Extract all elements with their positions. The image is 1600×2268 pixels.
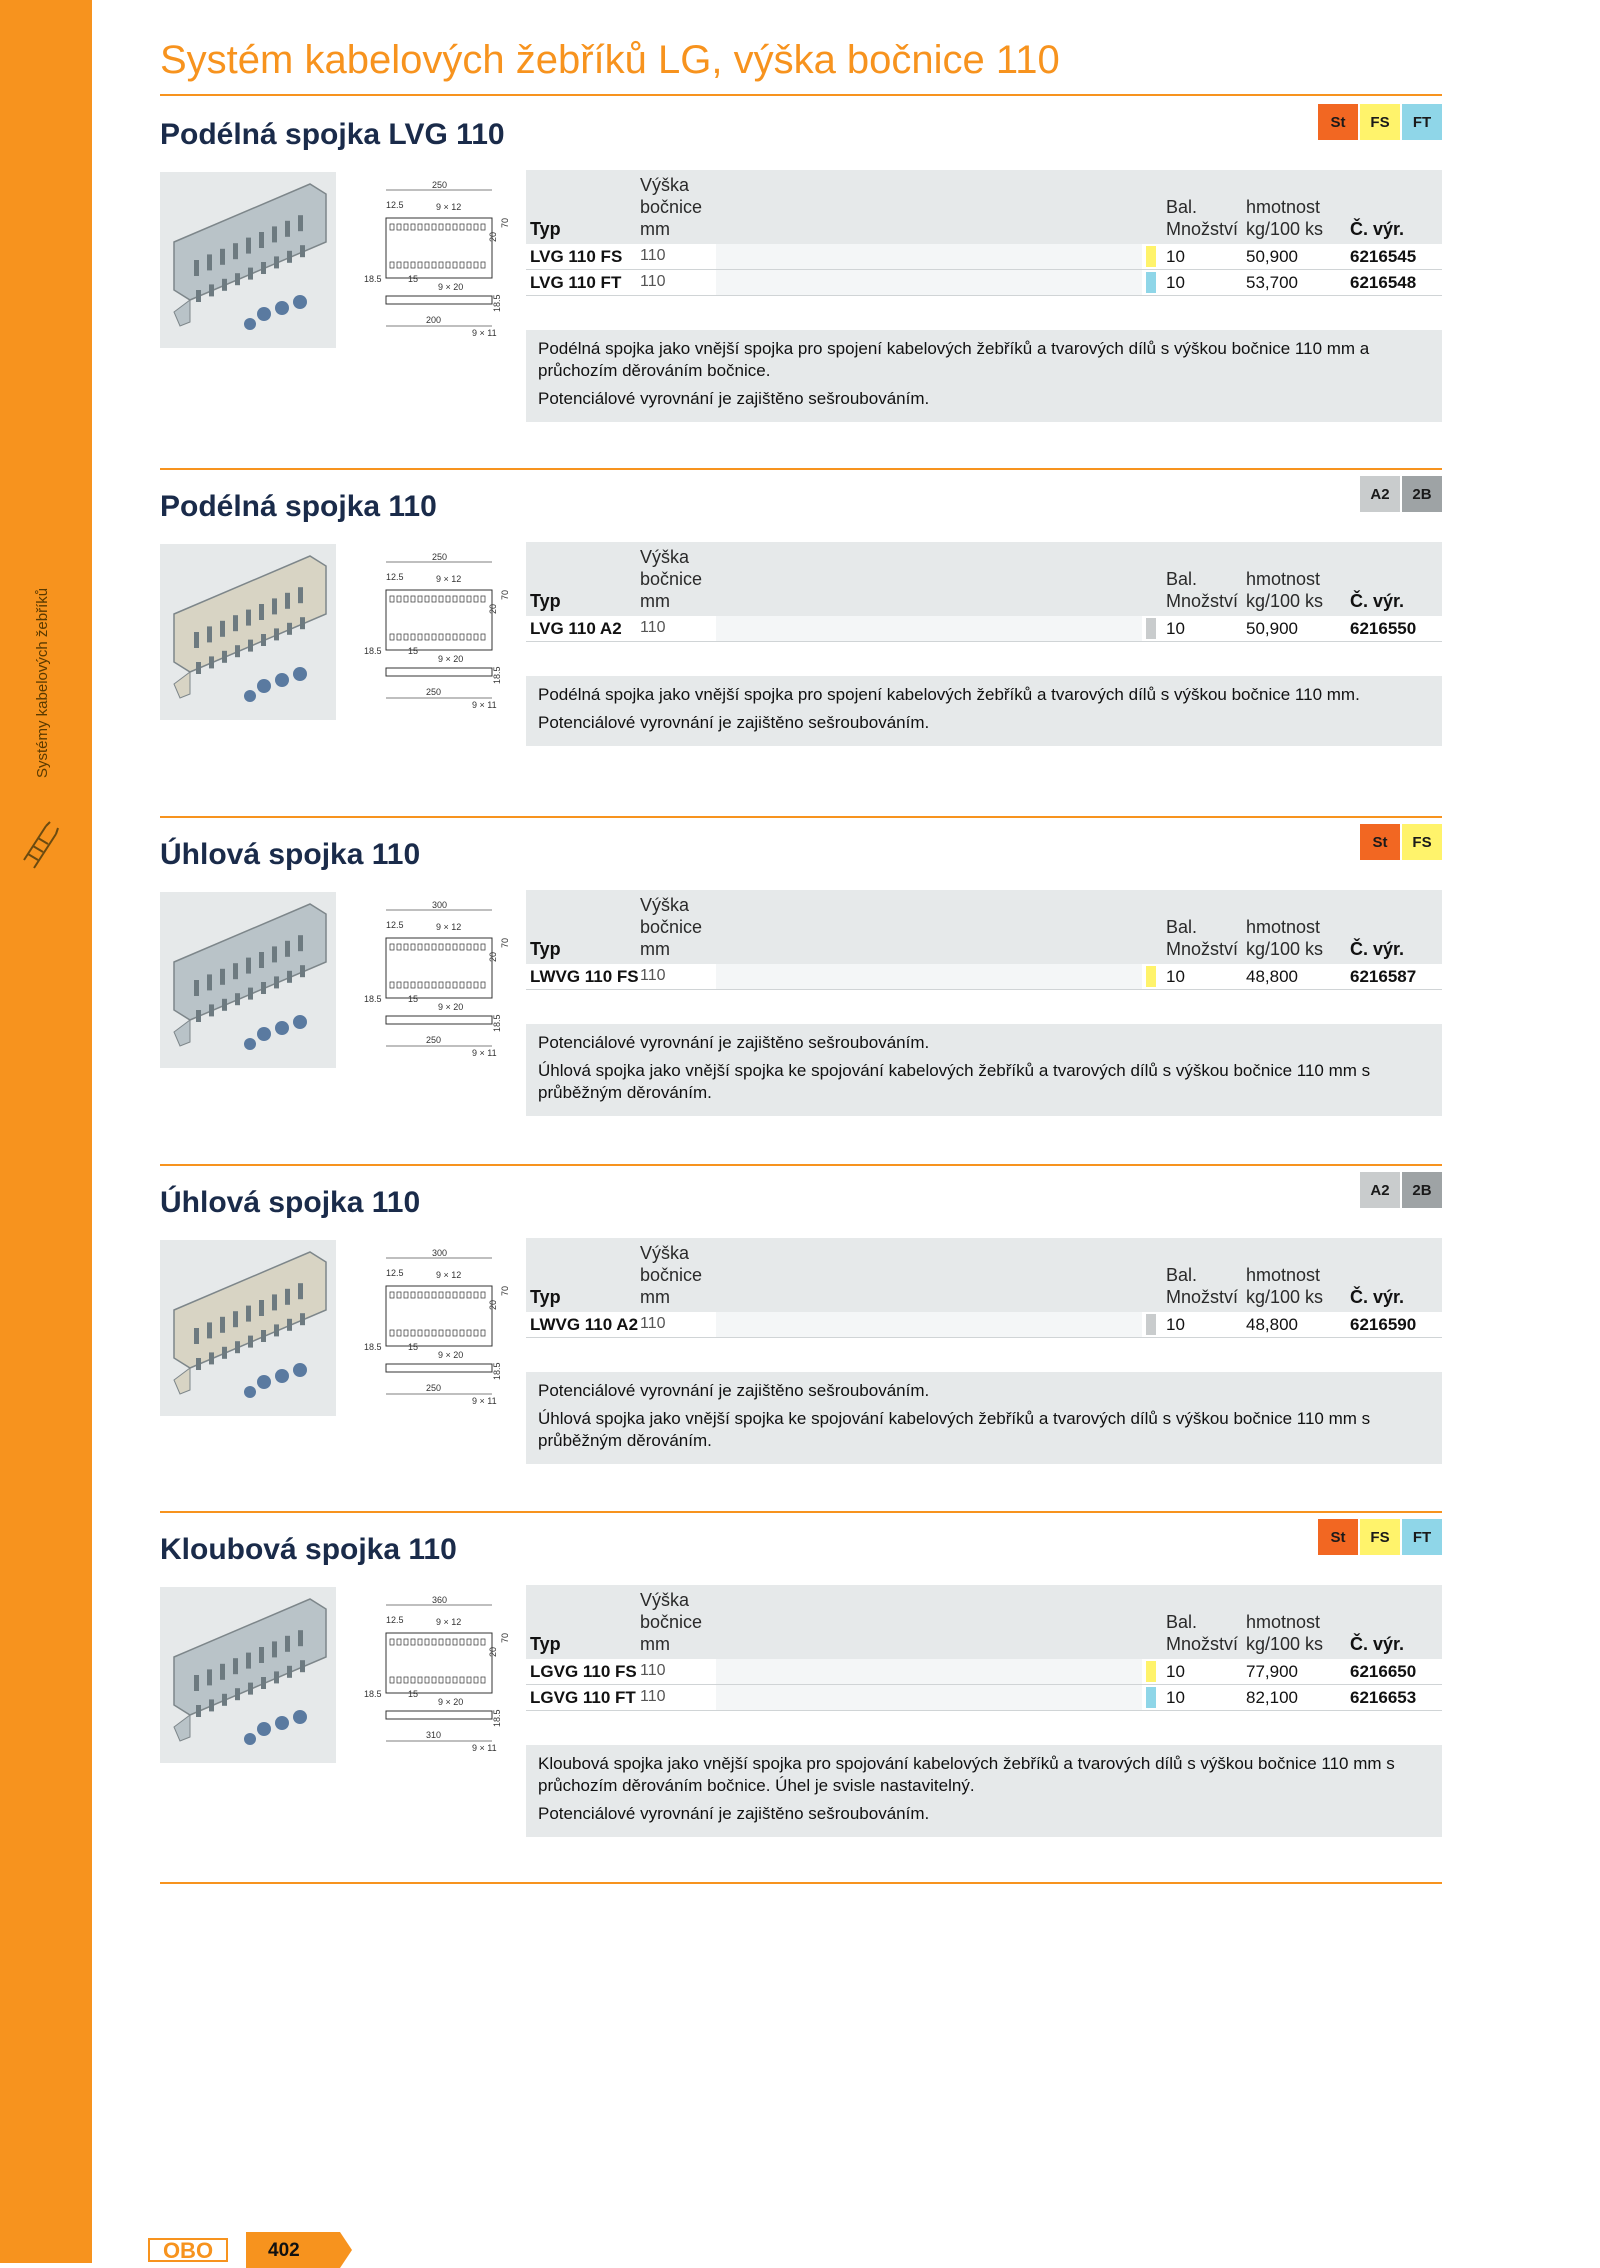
svg-text:15: 15: [408, 1689, 419, 1699]
table-header: [526, 542, 1442, 616]
svg-text:310: 310: [426, 1730, 442, 1740]
row-qty: 10: [1166, 247, 1185, 266]
svg-text:300: 300: [432, 900, 448, 910]
finish-swatch: [1146, 1687, 1156, 1708]
row-weight: 50,900: [1246, 247, 1298, 266]
svg-text:12.5: 12.5: [386, 200, 404, 210]
page-number: 402: [268, 2240, 300, 2261]
header-typ: Typ: [530, 219, 561, 239]
svg-text:18.5: 18.5: [364, 1342, 382, 1352]
header-height-2: bočnice: [640, 197, 703, 217]
svg-text:300: 300: [432, 1248, 448, 1258]
row-article: 6216550: [1350, 619, 1417, 638]
row-article: 6216548: [1350, 273, 1417, 292]
section-divider: [160, 1511, 1442, 1513]
row-height: 110: [640, 247, 666, 264]
header-pack-2: Množství: [1166, 1287, 1239, 1307]
header-article: Č. výr.: [1350, 1287, 1405, 1307]
product-image: [160, 1240, 336, 1416]
finish-badge-st: St: [1318, 1519, 1358, 1555]
row-typ: LVG 110 FT: [530, 273, 622, 292]
product-image: [160, 544, 336, 720]
description-paragraph: Potenciálové vyrovnání je zajištěno sešroubováním.: [538, 389, 930, 408]
svg-text:20: 20: [488, 1299, 498, 1310]
header-height-3: mm: [640, 591, 670, 611]
header-height-3: mm: [640, 219, 670, 239]
svg-text:9 × 11: 9 × 11: [472, 1396, 497, 1406]
header-pack-2: Množství: [1166, 939, 1239, 959]
bottom-divider: [160, 1882, 1442, 1884]
header-article: Č. výr.: [1350, 591, 1405, 611]
svg-text:70: 70: [500, 589, 510, 600]
header-weight-2: kg/100 ks: [1246, 939, 1324, 959]
header-height-2: bočnice: [640, 917, 703, 937]
table-row: [526, 1312, 1442, 1338]
header-height-1: Výška: [640, 1243, 690, 1263]
product-description: [526, 1024, 1442, 1116]
svg-text:9 × 12: 9 × 12: [436, 1270, 462, 1280]
svg-text:18.5: 18.5: [364, 1689, 382, 1699]
row-qty: 10: [1166, 1688, 1185, 1707]
header-weight-1: hmotnost: [1246, 197, 1321, 217]
section-divider: [160, 468, 1442, 470]
svg-text:250: 250: [432, 180, 448, 190]
table-row: [526, 270, 1442, 296]
row-weight: 77,900: [1246, 1662, 1298, 1681]
header-height-1: Výška: [640, 547, 690, 567]
header-article: Č. výr.: [1350, 219, 1405, 239]
svg-text:9 × 11: 9 × 11: [472, 1743, 497, 1753]
row-qty: 10: [1166, 619, 1185, 638]
finish-badge-a2: A2: [1360, 1172, 1400, 1208]
product-image: [160, 892, 336, 1068]
obo-logo: [148, 2236, 228, 2264]
row-typ: LWVG 110 A2: [530, 1315, 639, 1334]
svg-text:9 × 20: 9 × 20: [438, 1350, 464, 1360]
svg-text:250: 250: [426, 1035, 442, 1045]
logo-text: OBO: [162, 2238, 214, 2263]
section-title: Podélná spojka 110: [160, 490, 437, 523]
svg-text:18.5: 18.5: [364, 994, 382, 1004]
header-height-3: mm: [640, 1287, 670, 1307]
finish-badge-fs: FS: [1360, 104, 1400, 140]
header-pack-1: Bal.: [1166, 197, 1198, 217]
svg-text:250: 250: [432, 552, 448, 562]
svg-text:15: 15: [408, 646, 419, 656]
header-height-2: bočnice: [640, 1612, 703, 1632]
header-pack-1: Bal.: [1166, 917, 1198, 937]
header-weight-1: hmotnost: [1246, 1265, 1321, 1285]
product-table: [526, 1238, 1442, 1338]
header-height-1: Výška: [640, 175, 690, 195]
description-paragraph: Kloubová spojka jako vnější spojka pro spojování kabelových žebříků a tvarových dílů s výškou bočnice 110 mm s průchozím děrováním bočnice. Úhel je svisle nastavitelný.: [538, 1754, 1395, 1795]
svg-text:9 × 20: 9 × 20: [438, 654, 464, 664]
header-typ: Typ: [530, 1634, 561, 1654]
svg-text:15: 15: [408, 994, 419, 1004]
svg-text:9 × 11: 9 × 11: [472, 1048, 497, 1058]
finish-badge-st: St: [1318, 104, 1358, 140]
finish-badges: [1318, 104, 1442, 140]
row-height: 110: [640, 1315, 666, 1332]
svg-text:18.5: 18.5: [492, 1014, 502, 1032]
svg-text:9 × 11: 9 × 11: [472, 328, 497, 338]
svg-text:12.5: 12.5: [386, 1268, 404, 1278]
table-header: [526, 1585, 1442, 1659]
row-weight: 48,800: [1246, 1315, 1298, 1334]
svg-text:18.5: 18.5: [364, 274, 382, 284]
row-typ: LGVG 110 FS: [530, 1662, 637, 1681]
svg-text:20: 20: [488, 231, 498, 242]
sidebar: [0, 0, 92, 2263]
section-title: Podélná spojka LVG 110: [160, 118, 505, 151]
header-article: Č. výr.: [1350, 1634, 1405, 1654]
section-title: Úhlová spojka 110: [160, 838, 421, 871]
header-pack-2: Množství: [1166, 1634, 1239, 1654]
svg-text:15: 15: [408, 1342, 419, 1352]
header-height-2: bočnice: [640, 1265, 703, 1285]
svg-text:9 × 12: 9 × 12: [436, 574, 462, 584]
row-qty: 10: [1166, 1662, 1185, 1681]
svg-text:20: 20: [488, 951, 498, 962]
description-paragraph: Potenciálové vyrovnání je zajištěno sešroubováním.: [538, 1804, 930, 1823]
header-height-3: mm: [640, 939, 670, 959]
svg-text:20: 20: [488, 1646, 498, 1657]
section-divider: [160, 816, 1442, 818]
row-height: 110: [640, 273, 666, 290]
sidebar-label: Systémy kabelových žebříků: [34, 587, 51, 778]
svg-text:9 × 12: 9 × 12: [436, 202, 462, 212]
row-typ: LGVG 110 FT: [530, 1688, 636, 1707]
finish-badge-st: St: [1360, 824, 1400, 860]
header-pack-1: Bal.: [1166, 569, 1198, 589]
product-section: [160, 468, 1442, 828]
table-row: [526, 964, 1442, 990]
product-section: [160, 96, 1442, 456]
header-weight-1: hmotnost: [1246, 569, 1321, 589]
header-pack-1: Bal.: [1166, 1265, 1198, 1285]
description-paragraph: Potenciálové vyrovnání je zajištěno sešroubováním.: [538, 1033, 930, 1052]
finish-badge-2b: 2B: [1402, 476, 1442, 512]
finish-badge-ft: FT: [1402, 104, 1442, 140]
description-paragraph: Potenciálové vyrovnání je zajištěno sešroubováním.: [538, 1381, 930, 1400]
header-weight-2: kg/100 ks: [1246, 1287, 1324, 1307]
finish-badge-ft: FT: [1402, 1519, 1442, 1555]
header-height-1: Výška: [640, 895, 690, 915]
svg-text:18.5: 18.5: [364, 646, 382, 656]
svg-text:9 × 20: 9 × 20: [438, 1697, 464, 1707]
row-typ: LWVG 110 FS: [530, 967, 639, 986]
row-article: 6216587: [1350, 967, 1417, 986]
table-header: [526, 890, 1442, 964]
header-weight-1: hmotnost: [1246, 1612, 1321, 1632]
row-weight: 82,100: [1246, 1688, 1298, 1707]
svg-text:12.5: 12.5: [386, 572, 404, 582]
header-weight-2: kg/100 ks: [1246, 591, 1324, 611]
svg-text:250: 250: [426, 1383, 442, 1393]
finish-swatch: [1146, 618, 1156, 639]
product-table: [526, 170, 1442, 296]
svg-text:360: 360: [432, 1595, 448, 1605]
svg-text:12.5: 12.5: [386, 1615, 404, 1625]
section-title: Úhlová spojka 110: [160, 1186, 421, 1219]
finish-swatch: [1146, 1661, 1156, 1682]
svg-text:9 × 11: 9 × 11: [472, 700, 497, 710]
product-description: [526, 330, 1442, 422]
table-header: [526, 170, 1442, 244]
product-section: [160, 816, 1442, 1176]
svg-text:18.5: 18.5: [492, 1362, 502, 1380]
header-typ: Typ: [530, 939, 561, 959]
description-paragraph: Podélná spojka jako vnější spojka pro spojení kabelových žebříků a tvarových dílů s výškou bočnice 110 mm a průchozím děrováním bočnice.: [538, 339, 1370, 380]
product-image: [160, 1587, 336, 1763]
row-weight: 48,800: [1246, 967, 1298, 986]
product-table: [526, 890, 1442, 990]
header-pack-2: Množství: [1166, 219, 1239, 239]
header-weight-1: hmotnost: [1246, 917, 1321, 937]
header-weight-2: kg/100 ks: [1246, 219, 1324, 239]
row-weight: 50,900: [1246, 619, 1298, 638]
row-height: 110: [640, 1662, 666, 1679]
svg-text:70: 70: [500, 217, 510, 228]
row-typ: LVG 110 FS: [530, 247, 623, 266]
header-pack-1: Bal.: [1166, 1612, 1198, 1632]
description-paragraph: Podélná spojka jako vnější spojka pro spojení kabelových žebříků a tvarových dílů s výškou bočnice 110 mm.: [538, 685, 1360, 704]
finish-badges: [1360, 824, 1442, 860]
finish-badge-fs: FS: [1360, 1519, 1400, 1555]
finish-swatch: [1146, 246, 1156, 267]
page-title: Systém kabelových žebříků LG, výška bočnice 110: [160, 38, 1060, 82]
svg-text:18.5: 18.5: [492, 1709, 502, 1727]
description-paragraph: Úhlová spojka jako vnější spojka ke spojování kabelových žebříků a tvarových dílů s výškou bočnice 110 mm s průběžným děrováním.: [538, 1409, 1371, 1450]
row-height: 110: [640, 619, 666, 636]
table-row: [526, 1685, 1442, 1711]
header-weight-2: kg/100 ks: [1246, 1634, 1324, 1654]
header-height-3: mm: [640, 1634, 670, 1654]
svg-text:200: 200: [426, 315, 442, 325]
finish-badges: [1360, 476, 1442, 512]
row-article: 6216545: [1350, 247, 1417, 266]
svg-text:18.5: 18.5: [492, 294, 502, 312]
svg-text:9 × 20: 9 × 20: [438, 1002, 464, 1012]
product-table: [526, 542, 1442, 642]
svg-text:18.5: 18.5: [492, 666, 502, 684]
row-article: 6216653: [1350, 1688, 1417, 1707]
table-header: [526, 1238, 1442, 1312]
finish-swatch: [1146, 966, 1156, 987]
header-typ: Typ: [530, 591, 561, 611]
table-row: [526, 1659, 1442, 1685]
product-description: [526, 1745, 1442, 1837]
table-row: [526, 244, 1442, 270]
row-qty: 10: [1166, 1315, 1185, 1334]
row-qty: 10: [1166, 273, 1185, 292]
finish-badge-fs: FS: [1402, 824, 1442, 860]
row-qty: 10: [1166, 967, 1185, 986]
finish-badges: [1360, 1172, 1442, 1208]
svg-text:70: 70: [500, 1632, 510, 1643]
row-typ: LVG 110 A2: [530, 619, 622, 638]
section-title: Kloubová spojka 110: [160, 1533, 457, 1566]
row-weight: 53,700: [1246, 273, 1298, 292]
product-table: [526, 1585, 1442, 1711]
ladder-icon: [20, 820, 60, 880]
product-description: [526, 1372, 1442, 1464]
svg-text:12.5: 12.5: [386, 920, 404, 930]
finish-badges: [1318, 1519, 1442, 1555]
header-article: Č. výr.: [1350, 939, 1405, 959]
finish-badge-a2: A2: [1360, 476, 1400, 512]
svg-text:20: 20: [488, 603, 498, 614]
row-article: 6216590: [1350, 1315, 1417, 1334]
description-paragraph: Potenciálové vyrovnání je zajištěno sešroubováním.: [538, 713, 930, 732]
section-divider: [160, 1164, 1442, 1166]
svg-text:9 × 12: 9 × 12: [436, 1617, 462, 1627]
svg-text:70: 70: [500, 1285, 510, 1296]
finish-badge-2b: 2B: [1402, 1172, 1442, 1208]
header-height-2: bočnice: [640, 569, 703, 589]
product-section: [160, 1511, 1442, 1871]
product-description: [526, 676, 1442, 746]
header-pack-2: Množství: [1166, 591, 1239, 611]
product-section: [160, 1164, 1442, 1524]
header-typ: Typ: [530, 1287, 561, 1307]
product-image: [160, 172, 336, 348]
finish-swatch: [1146, 1314, 1156, 1335]
svg-text:9 × 20: 9 × 20: [438, 282, 464, 292]
finish-swatch: [1146, 272, 1156, 293]
svg-text:9 × 12: 9 × 12: [436, 922, 462, 932]
description-paragraph: Úhlová spojka jako vnější spojka ke spojování kabelových žebříků a tvarových dílů s výškou bočnice 110 mm s průběžným děrováním.: [538, 1061, 1371, 1102]
svg-text:70: 70: [500, 937, 510, 948]
svg-text:250: 250: [426, 687, 442, 697]
row-height: 110: [640, 1688, 666, 1705]
svg-text:15: 15: [408, 274, 419, 284]
table-row: [526, 616, 1442, 642]
header-height-1: Výška: [640, 1590, 690, 1610]
row-article: 6216650: [1350, 1662, 1417, 1681]
row-height: 110: [640, 967, 666, 984]
